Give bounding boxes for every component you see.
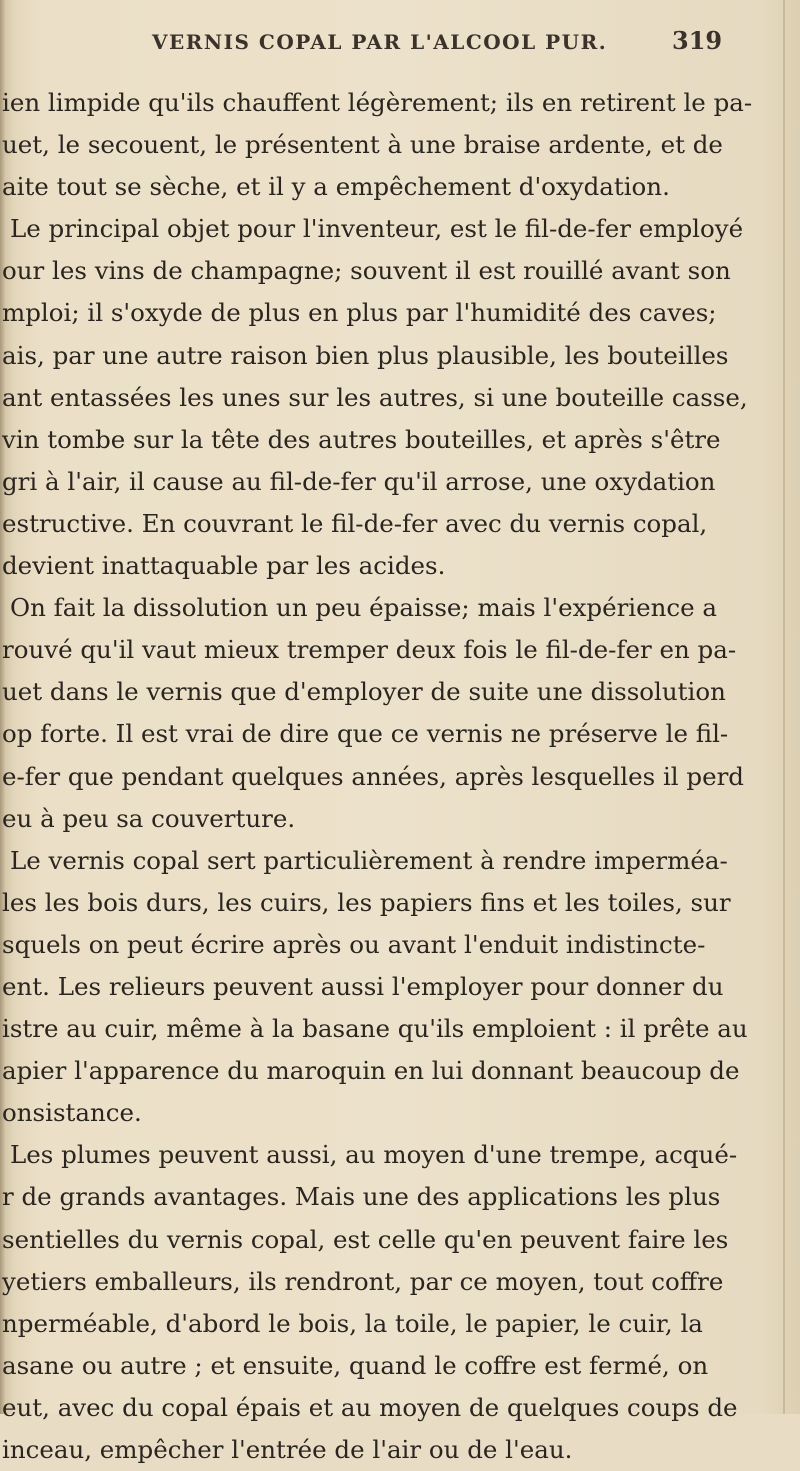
text-line: r de grands avantages. Mais une des applications les plus — [2, 1182, 721, 1212]
text-line: gri à l'air, il cause au fil-de-fer qu'il arrose, une oxydation — [2, 466, 716, 496]
text-line: mploi; il s'oxyde de plus en plus par l'humidité des caves; — [2, 298, 717, 328]
text-line: aite tout se sèche, et il y a empêchement d'oxydation. — [2, 172, 670, 202]
text-line: eut, avec du copal épais et au moyen de quelques coups de — [2, 1392, 738, 1422]
text-line: squels on peut écrire après ou avant l'enduit indistincte- — [2, 929, 706, 959]
text-line: vin tombe sur la tête des autres bouteilles, et après s'être — [2, 424, 721, 454]
text-line: les les bois durs, les cuirs, les papiers fins et les toiles, sur — [2, 887, 731, 917]
text-line: devient inattaquable par les acides. — [2, 551, 446, 581]
text-line: sentielles du vernis copal, est celle qu'en peuvent faire les — [2, 1224, 729, 1254]
text-line: On fait la dissolution un peu épaisse; mais l'expérience a — [10, 593, 718, 623]
text-line: ais, par une autre raison bien plus plausible, les bouteilles — [2, 340, 729, 370]
page-number: 319 — [672, 26, 723, 55]
running-head: VERNIS COPAL PAR L'ALCOOL PUR. — [152, 30, 608, 54]
text-line: eu à peu sa couverture. — [2, 803, 296, 833]
text-line: Le vernis copal sert particulièrement à rendre imperméa- — [10, 845, 728, 875]
text-line: uet, le secouent, le présentent à une braise ardente, et de — [2, 130, 723, 160]
text-line: ant entassées les unes sur les autres, si une bouteille casse, — [2, 382, 748, 412]
body-text — [2, 82, 754, 1471]
text-line: asane ou autre ; et ensuite, quand le coffre est fermé, on — [2, 1350, 709, 1380]
text-line: Le principal objet pour l'inventeur, est le fil-de-fer employé — [10, 214, 744, 244]
text-line: nperméable, d'abord le bois, la toile, le papier, le cuir, la — [2, 1308, 703, 1338]
text-line: our les vins de champagne; souvent il est rouillé avant son — [2, 256, 731, 286]
page-edge — [783, 0, 785, 1414]
text-line: e-fer que pendant quelques années, après lesquelles il perd — [2, 761, 744, 791]
text-line: ien limpide qu'ils chauffent légèrement; ils en retirent le pa- — [2, 88, 753, 117]
text-line: yetiers emballeurs, ils rendront, par ce moyen, tout coffre — [2, 1266, 724, 1296]
text-line: onsistance. — [2, 1098, 142, 1128]
text-line: inceau, empêcher l'entrée de l'air ou de l'eau. — [2, 1435, 573, 1464]
text-line: Les plumes peuvent aussi, au moyen d'une trempe, acqué- — [10, 1140, 738, 1170]
text-line: uet dans le vernis que d'employer de suite une dissolution — [2, 677, 726, 707]
text-line: estructive. En couvrant le fil-de-fer avec du vernis copal, — [2, 508, 708, 538]
text-line: ent. Les relieurs peuvent aussi l'employer pour donner du — [2, 971, 724, 1001]
text-line: rouvé qu'il vaut mieux tremper deux fois le fil-de-fer en pa- — [2, 635, 737, 665]
text-line: apier l'apparence du maroquin en lui donnant beaucoup de — [2, 1056, 740, 1086]
text-line: istre au cuir, même à la basane qu'ils emploient : il prête au — [2, 1014, 748, 1044]
text-line: op forte. Il est vrai de dire que ce vernis ne préserve le fil- — [2, 719, 729, 749]
